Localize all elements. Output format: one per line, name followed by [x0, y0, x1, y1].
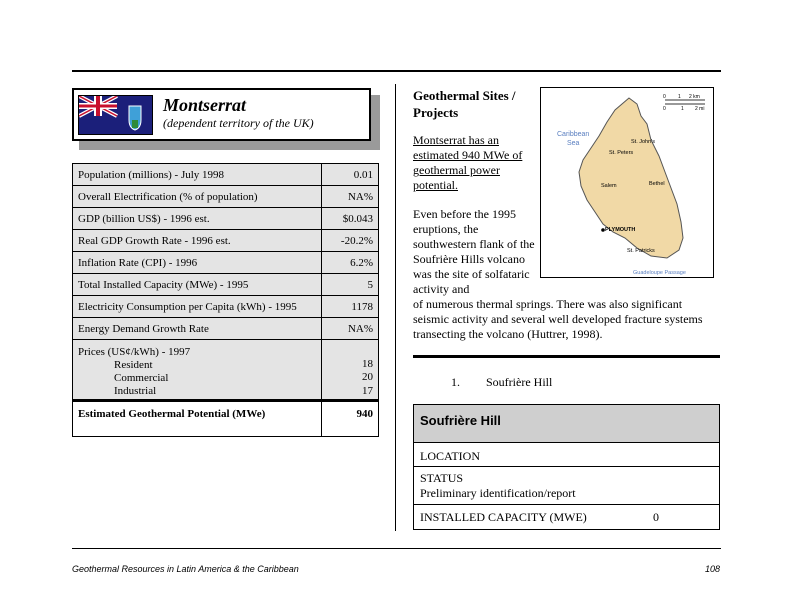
price-label-commercial: Commercial — [114, 372, 169, 384]
row-label: Total Installed Capacity (MWe) - 1995 — [73, 274, 322, 295]
capacity-value: 0 — [653, 510, 659, 524]
place-st-johns: St. John's — [631, 139, 655, 145]
history-paragraph-part1: Even before the 1995 eruptions, the southwestern flank of the Soufrière Hills volcano was the site of solfataric activity and — [413, 207, 535, 296]
location-label: LOCATION — [420, 449, 480, 463]
potential-row — [73, 400, 378, 436]
place-st-peters: St. Peters — [609, 150, 634, 156]
column-divider — [395, 84, 396, 531]
country-data-table — [72, 163, 379, 437]
status-label: STATUS — [420, 471, 464, 485]
scale-mi-1: 1 — [681, 106, 684, 112]
table-row — [73, 274, 378, 296]
list-item-number: 1. — [451, 375, 460, 389]
section-heading: Geothermal Sites / Projects — [413, 88, 516, 120]
row-label: Inflation Rate (CPI) - 1996 — [73, 252, 322, 273]
table-row — [73, 164, 378, 186]
status-value: Preliminary identification/report — [420, 486, 576, 500]
sea-label-1: Caribbean — [557, 131, 590, 138]
row-label: GDP (billion US$) - 1996 est. — [73, 208, 322, 229]
row-value: $0.043 — [322, 208, 378, 229]
island-landmass — [579, 98, 683, 258]
place-bethel: Bethel — [649, 181, 665, 187]
row-value: 0.01 — [322, 164, 378, 185]
island-map — [540, 87, 714, 278]
place-st-patricks: St. Patricks — [627, 248, 655, 254]
table-row — [73, 186, 378, 208]
section-rule — [413, 355, 720, 358]
place-salem: Salem — [601, 183, 617, 189]
prices-heading: Prices (US¢/kWh) - 1997 — [78, 346, 191, 358]
capacity-label: INSTALLED CAPACITY (MWE) — [420, 510, 587, 524]
country-name: Montserrat — [163, 95, 247, 115]
bottom-rule — [72, 548, 721, 549]
table-row — [73, 208, 378, 230]
scale-km-0: 0 — [663, 94, 666, 100]
potential-label: Estimated Geothermal Potential (MWe) — [73, 402, 322, 436]
site-table-title: Soufrière Hill — [414, 405, 719, 443]
row-value: -20.2% — [322, 230, 378, 251]
location-row — [414, 443, 719, 467]
capacity-row — [414, 505, 719, 529]
site-table — [413, 404, 720, 530]
scale-km-1: 1 — [678, 94, 681, 100]
history-paragraph-part2: of numerous thermal springs. There was also significant seismic activity and several well developed fracture systems transecting the volcano (Huttrer, 1998). — [413, 297, 703, 341]
price-value-resident: 18 — [362, 358, 373, 370]
price-label-industrial: Industrial — [114, 385, 157, 397]
sea-label-2: Sea — [567, 140, 580, 147]
row-value: NA% — [322, 318, 378, 339]
potential-value: 940 — [322, 402, 378, 436]
scale-mi-2: 2 mi — [695, 106, 705, 112]
prices-labels — [73, 340, 322, 399]
table-row — [73, 318, 378, 340]
place-plymouth: PLYMOUTH — [605, 227, 636, 233]
table-row — [73, 230, 378, 252]
top-rule — [72, 70, 721, 72]
row-label: Real GDP Growth Rate - 1996 est. — [73, 230, 322, 251]
table-row — [73, 296, 378, 318]
passage-label: Guadeloupe Passage — [633, 270, 686, 276]
table-row — [73, 252, 378, 274]
country-subtitle: (dependent territory of the UK) — [163, 116, 314, 130]
row-label: Overall Electrification (% of population) — [73, 186, 322, 207]
montserrat-flag-icon — [78, 95, 153, 135]
price-label-resident: Resident — [114, 359, 153, 371]
scale-bar — [663, 94, 705, 112]
row-label: Electricity Consumption per Capita (kWh) - 1995 — [73, 296, 322, 317]
scale-mi-0: 0 — [663, 106, 666, 112]
row-value: 6.2% — [322, 252, 378, 273]
page-number: 108 — [704, 564, 720, 574]
list-item-text: Soufrière Hill — [486, 375, 553, 389]
status-row — [414, 467, 719, 505]
scale-km-2: 2 km — [689, 94, 700, 100]
row-value: NA% — [322, 186, 378, 207]
potential-paragraph: Montserrat has an estimated 940 MWe of geothermal power potential. — [413, 133, 523, 192]
row-label: Energy Demand Growth Rate — [73, 318, 322, 339]
row-label: Population (millions) - July 1998 — [73, 164, 322, 185]
price-value-industrial: 17 — [362, 384, 373, 397]
footer-title: Geothermal Resources in Latin America & the Caribbean — [72, 564, 299, 574]
row-value: 5 — [322, 274, 378, 295]
prices-row — [73, 340, 378, 400]
price-value-commercial: 20 — [362, 371, 373, 384]
row-value: 1178 — [322, 296, 378, 317]
prices-values — [322, 340, 378, 399]
